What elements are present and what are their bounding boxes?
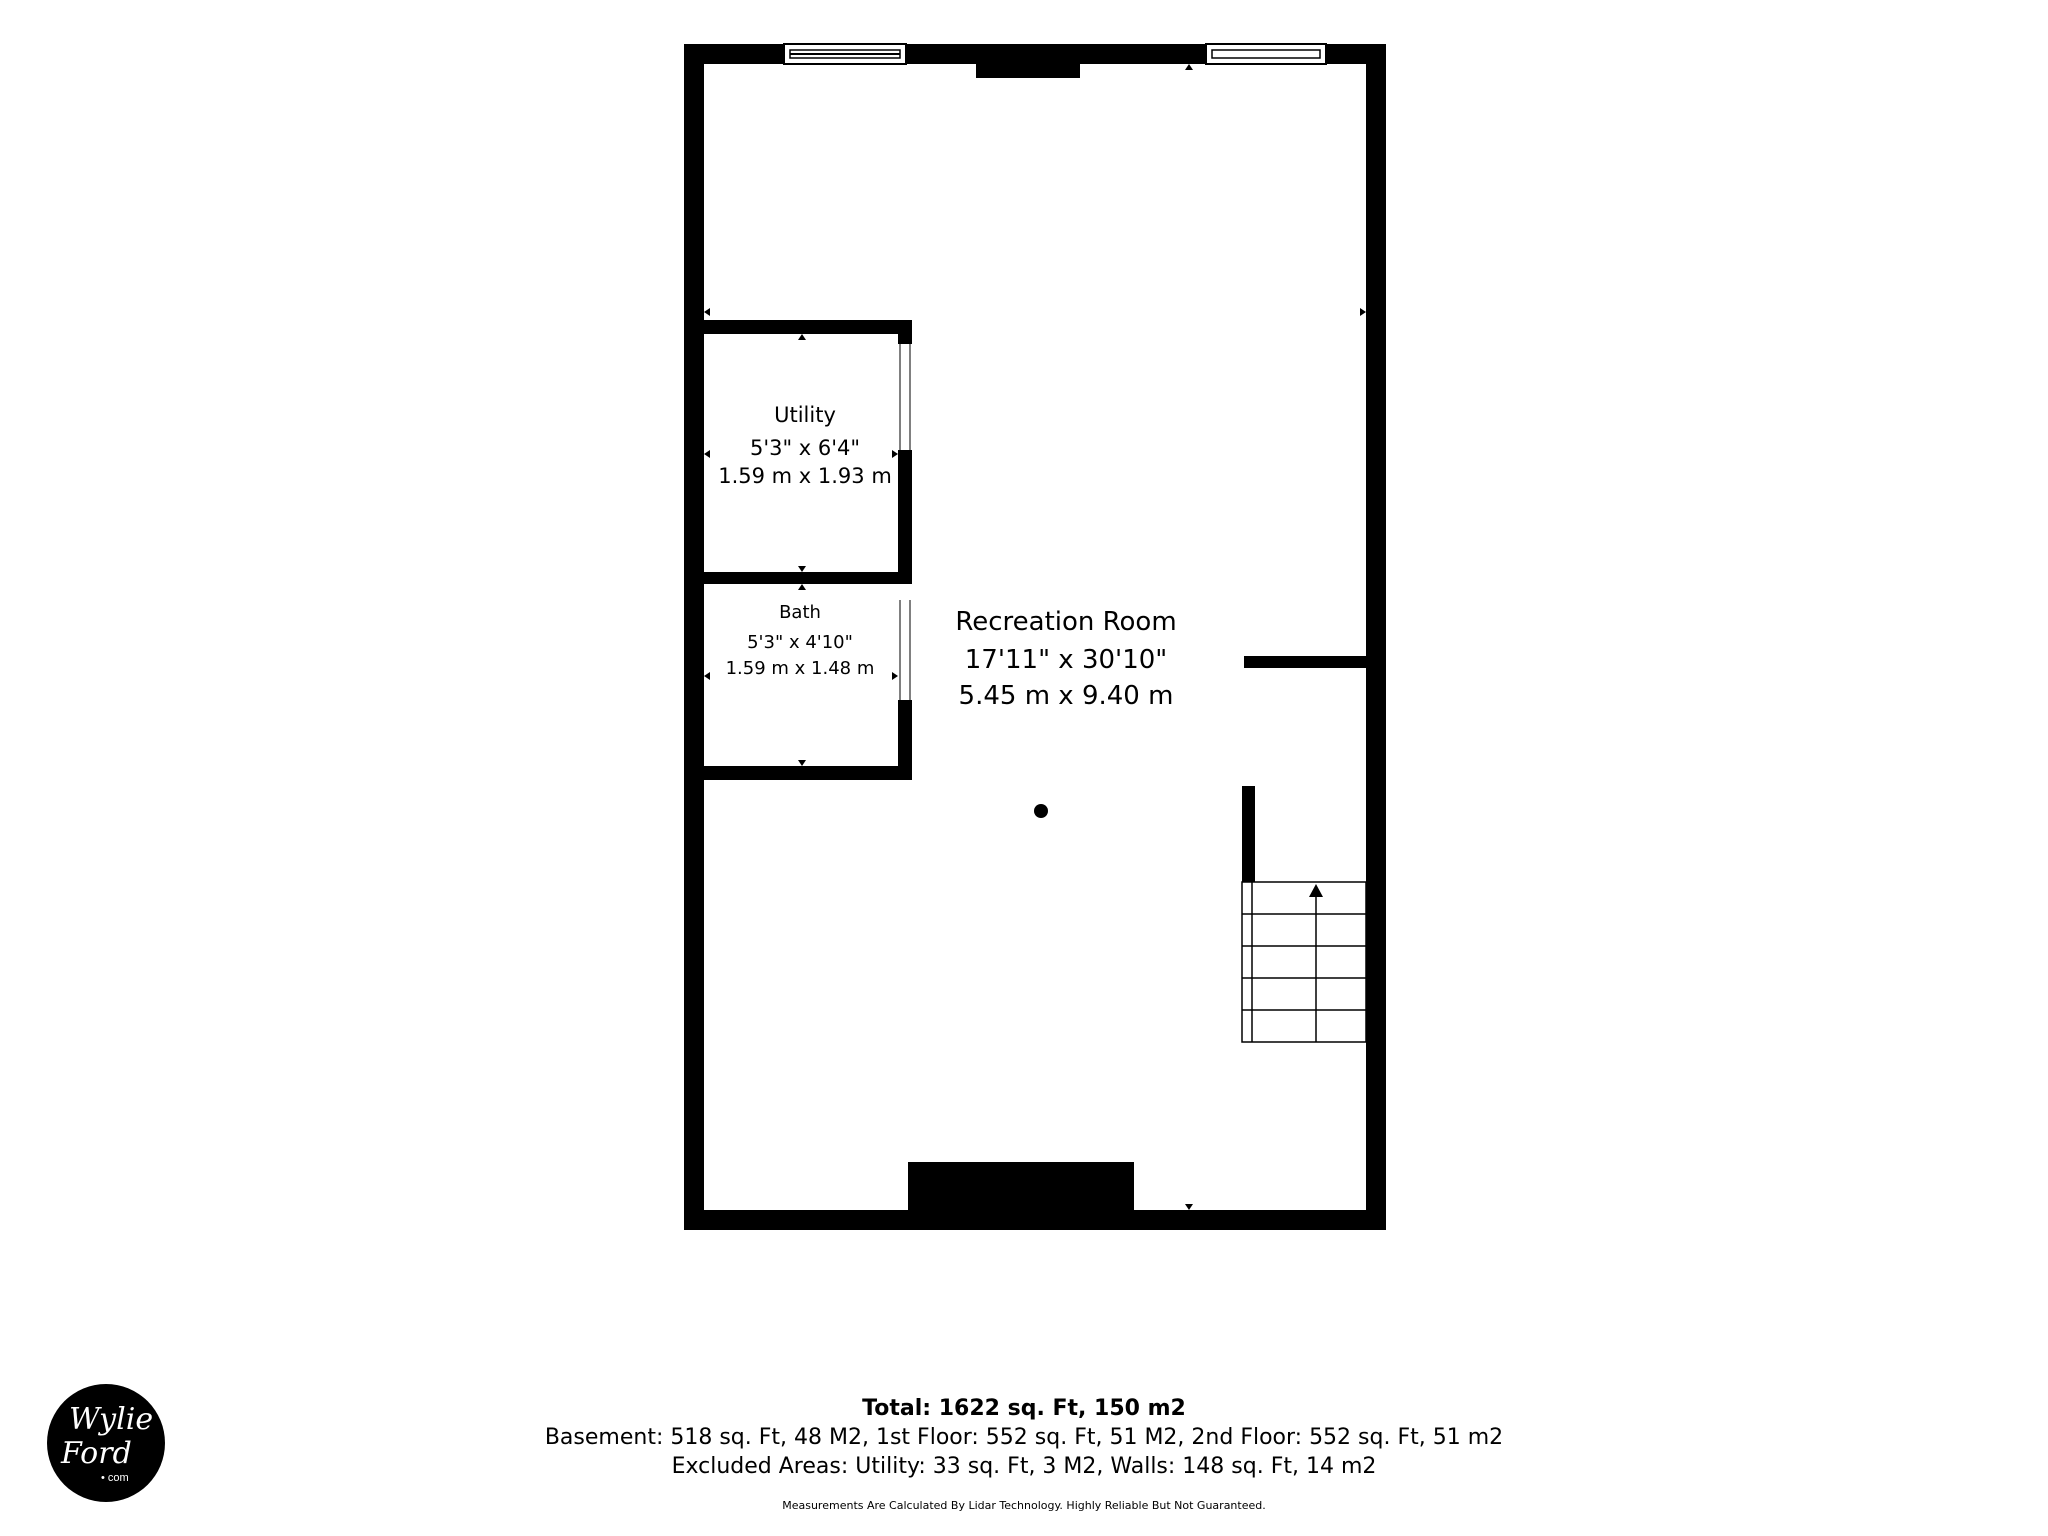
utility-dim-metric: 1.59 m x 1.93 m [718, 464, 892, 488]
top-window-left [784, 44, 906, 64]
utility-bath-walls [684, 320, 912, 780]
logo-line3: • com [101, 1472, 129, 1484]
area-summary [0, 1394, 2048, 1512]
floor-areas: Basement: 518 sq. Ft, 48 M2, 1st Floor: 552 sq. Ft, 51 M2, 2nd Floor: 552 sq. Ft, 51 m2 [544, 1425, 1504, 1450]
bath-name: Bath [779, 602, 821, 623]
bath-door [900, 600, 910, 700]
recreation-room-name: Recreation Room [955, 607, 1177, 637]
total-area: Total: 1622 sq. Ft, 150 m2 [862, 1396, 1186, 1421]
excluded-areas: Excluded Areas: Utility: 33 sq. Ft, 3 M2, Walls: 148 sq. Ft, 14 m2 [671, 1454, 1377, 1479]
recreation-room-dim-metric: 5.45 m x 9.40 m [958, 681, 1174, 711]
logo-line1: Wylie [69, 1402, 154, 1437]
bath-dim-imperial: 5'3" x 4'10" [747, 632, 853, 653]
bath-dim-metric: 1.59 m x 1.48 m [725, 658, 875, 679]
top-window-right [1206, 44, 1326, 64]
right-partition-wall [1244, 656, 1374, 668]
logo-line2: Ford [61, 1436, 132, 1471]
stair-side-wall [1242, 786, 1255, 882]
recreation-room-dim-imperial: 17'11" x 30'10" [964, 645, 1168, 675]
utility-name: Utility [774, 403, 836, 427]
top-wall-block [976, 58, 1080, 78]
support-column [1034, 804, 1048, 818]
utility-door [900, 344, 910, 450]
stair-direction-arrow [1309, 884, 1323, 897]
staircase [1242, 882, 1366, 1042]
measurement-disclaimer: Measurements Are Calculated By Lidar Technology. Highly Reliable But Not Guaranteed. [782, 1499, 1266, 1512]
fireplace [908, 1162, 1134, 1212]
utility-dim-imperial: 5'3" x 6'4" [749, 436, 861, 460]
